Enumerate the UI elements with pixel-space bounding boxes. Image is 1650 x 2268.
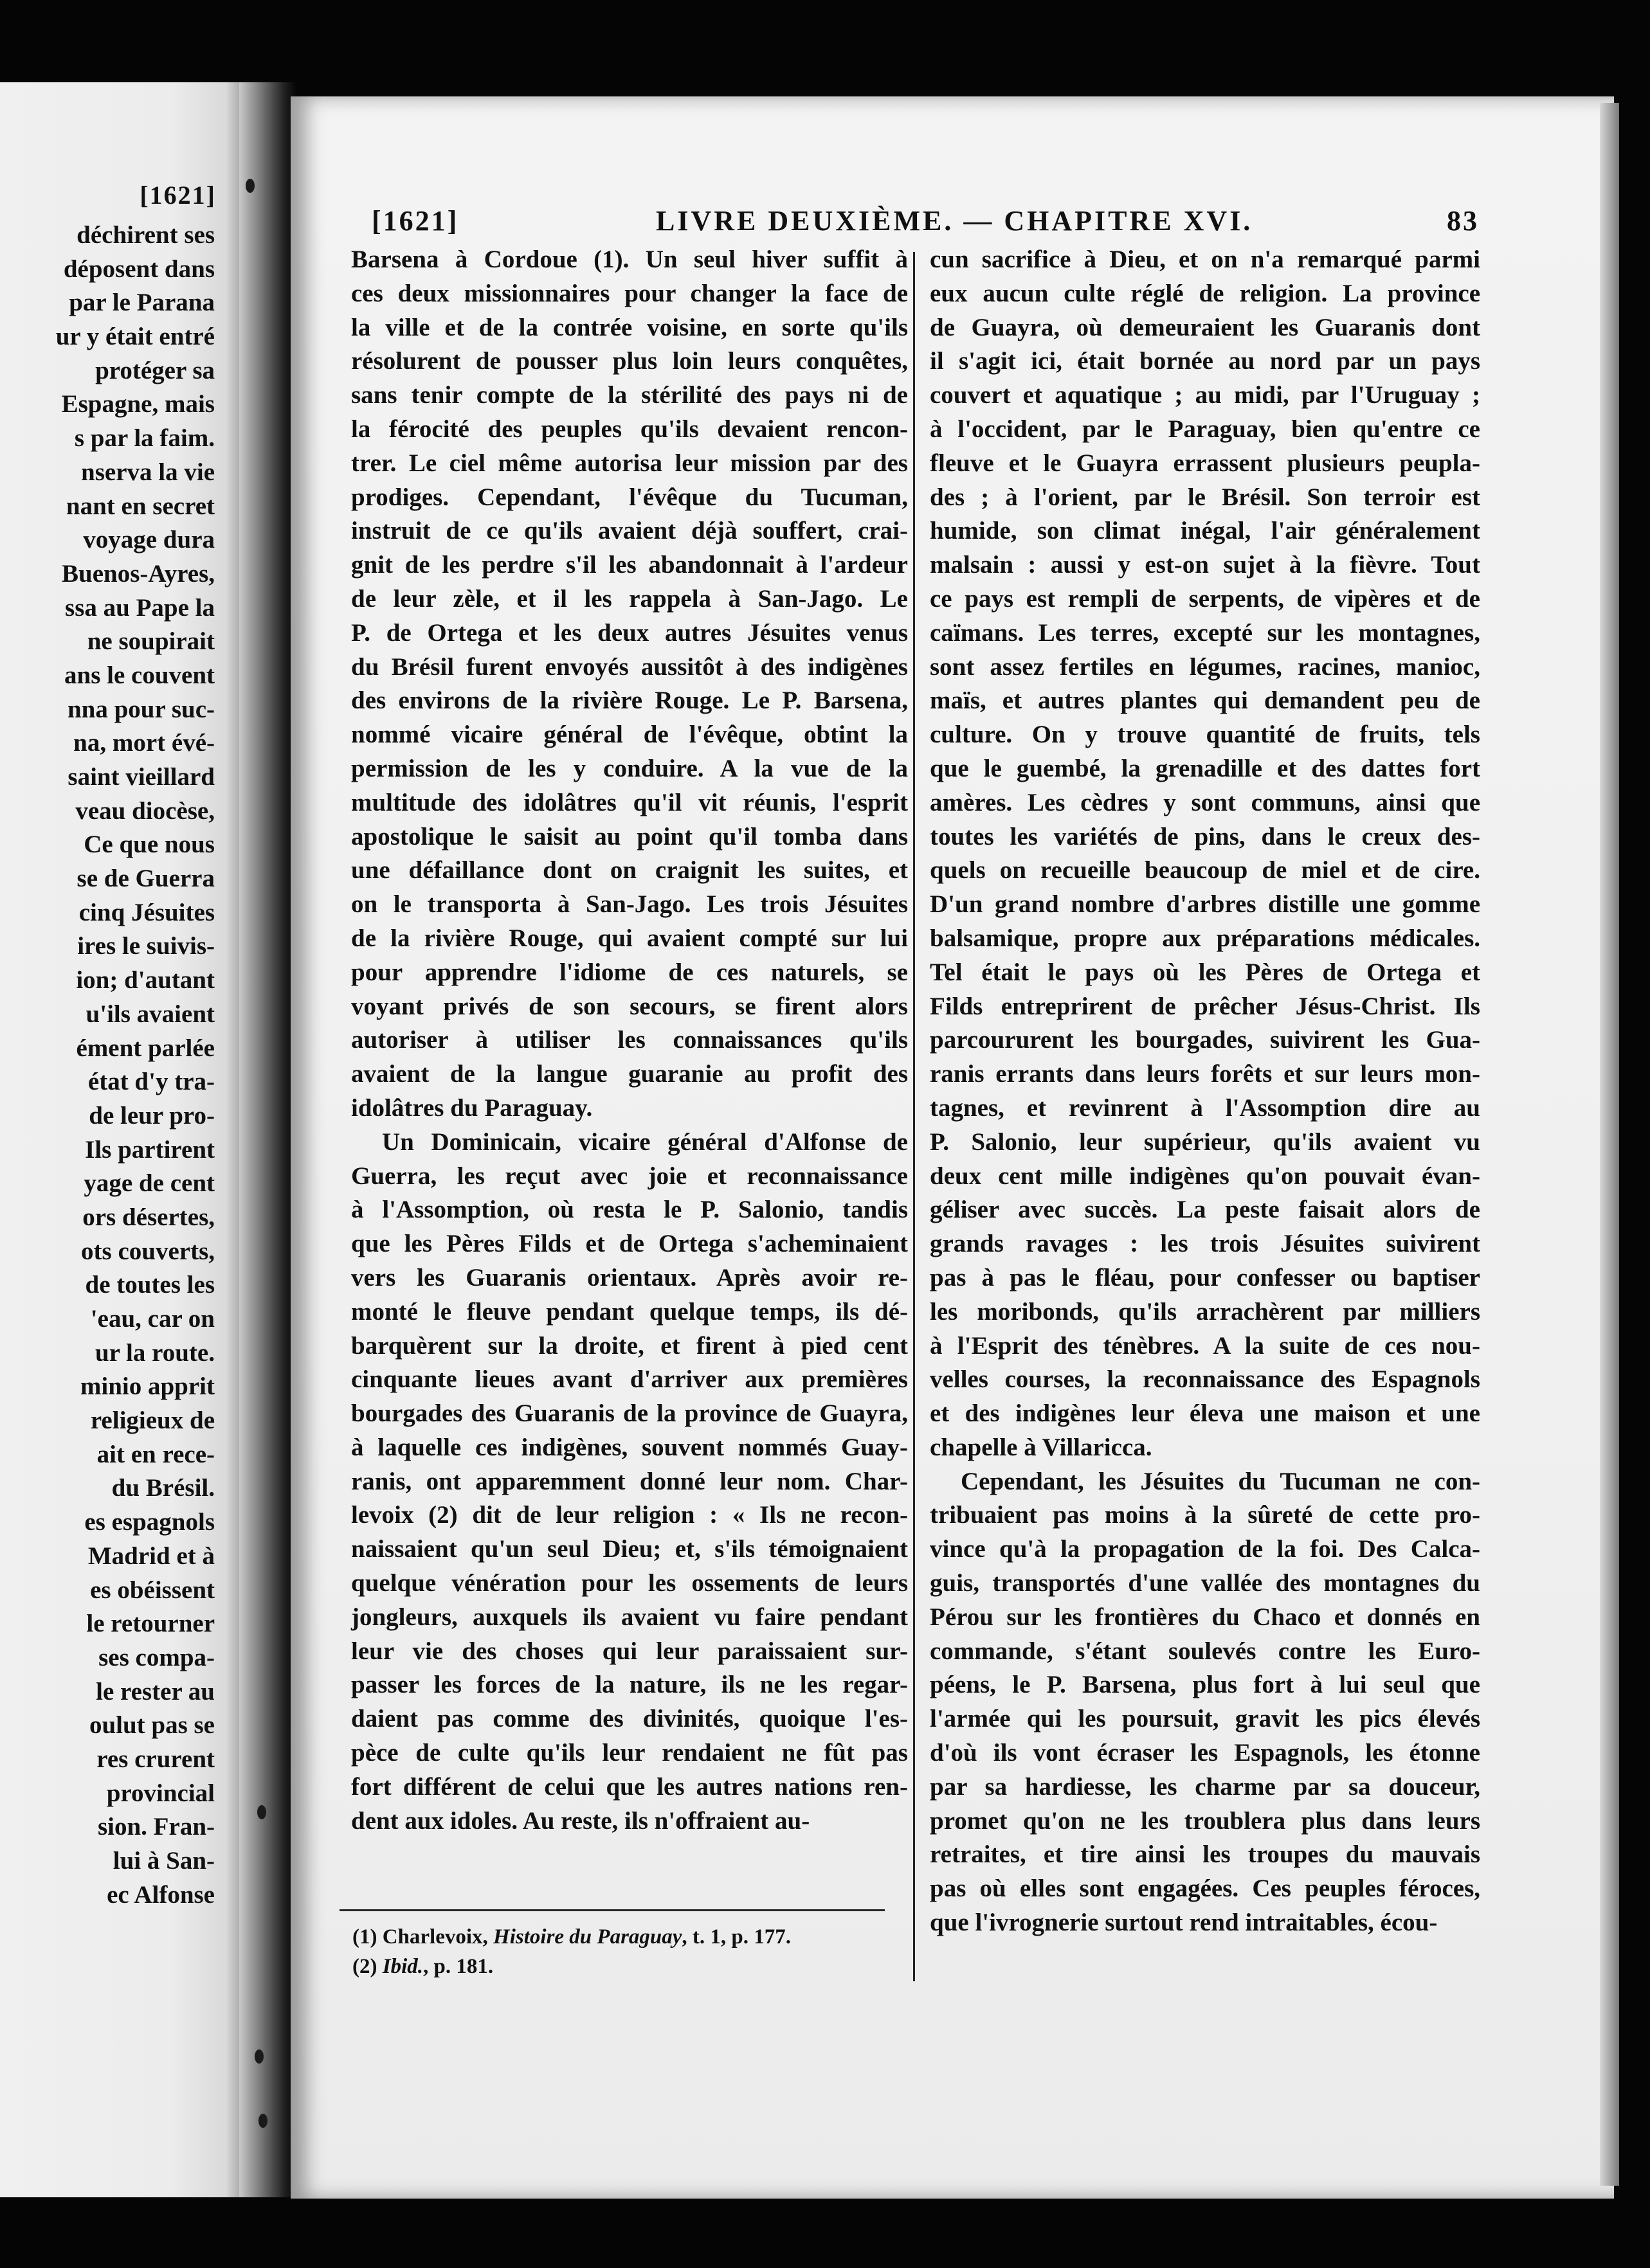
text-line: la ville et de la contrée voisine, en sorte qu'ils [351,313,908,341]
text-line: on le transporta à San-Jago. Les trois Jésuites [351,890,908,919]
text-line: retraites, et tire ainsi les troupes du mauvais [930,1841,1480,1869]
text-line: sion. Fran- [97,1813,215,1841]
text-line: couvert et aquatique ; au midi, par l'Uruguay ; [930,381,1480,410]
footnote-rule [340,1909,885,1911]
text-line: leur vie des choses qui leur paraissaient sur- [351,1637,908,1665]
text-line: les moribonds, qu'ils arrachèrent par milliers [930,1297,1480,1326]
text-line: lui à San- [113,1847,215,1875]
text-line: naissaient qu'un seul Dieu; et, s'ils témoignaient [351,1535,908,1563]
text-line: P. Salonio, leur supérieur, qu'ils avaient vu [930,1128,1480,1156]
text-line: l'armée qui les poursuit, gravit les pics élevés [930,1705,1480,1733]
text-line: Pérou sur les frontières du Chaco et donnés en [930,1603,1480,1631]
text-line: passer les forces de la nature, ils ne les regar- [351,1671,908,1699]
text-line: Un Dominicain, vicaire général d'Alfonse de [382,1128,908,1156]
text-line: Buenos-Ayres, [62,559,215,588]
text-line: le rester au [96,1677,215,1706]
text-line: ranis errants dans leurs forêts et sur leurs mon- [930,1060,1480,1088]
text-line: cinq Jésuites [78,898,215,926]
text-line: bourgades des Guaranis de la province de Guayra, [351,1400,908,1428]
text-line: amères. Les cèdres y sont communs, ainsi que [930,788,1480,816]
column-rule [913,252,915,1981]
text-line: fort différent de celui que les autres nations ren- [351,1772,908,1801]
text-line: fleuve et le Guayra errassent plusieurs peupla- [930,449,1480,477]
text-line: état d'y tra- [87,1068,215,1096]
text-line: balsamique, propre aux préparations médicales. [930,924,1480,952]
text-line: velles courses, la reconnaissance des Espagnols [930,1365,1480,1394]
text-line: sont assez fertiles en légumes, racines, manioc, [930,652,1480,681]
text-line: Ce que nous [84,831,215,859]
text-line: na, mort évé- [73,729,215,757]
text-line: ranis, ont apparemment donné leur nom. Char- [351,1467,908,1495]
text-line: de leur zèle, et il les rappela à San-Jago. Le [351,584,908,613]
text-line: ires le suivis- [77,932,215,960]
text-line: d'où ils vont écraser les Espagnols, les étonne [930,1739,1480,1767]
text-line: quels on recueille beaucoup de miel et de cire. [930,856,1480,885]
text-line: multitude des idolâtres qu'il vit réunis, l'esprit [351,788,908,816]
text-line: culture. On y trouve quantité de fruits, tels [930,721,1480,749]
text-line: parcoururent les bourgades, suivirent les Gua- [930,1026,1480,1054]
text-line: instruit de ce qu'ils avaient déjà souffert, crai- [351,517,908,545]
text-line: de leur pro- [89,1101,215,1130]
text-line: caïmans. Les terres, excepté sur les montagnes, [930,618,1480,647]
text-line: oulut pas se [89,1711,215,1740]
text-line: u'ils avaient [86,1000,215,1028]
text-line: vince qu'à la propagation de la foi. Des Calca- [930,1535,1480,1563]
text-line: Espagne, mais [61,390,215,419]
text-line: ors désertes, [82,1203,215,1231]
footnote-2: (2) Ibid., p. 181. [352,1955,494,1978]
text-line: à l'Esprit des ténèbres. A la suite de ces nou- [930,1331,1480,1360]
text-line: ces deux missionnaires pour changer la face de [351,279,908,307]
text-line: autoriser à utiliser les connaissances qu'ils [351,1026,908,1054]
text-line: dent aux idoles. Au reste, ils n'offraient au- [351,1806,810,1835]
text-line: tagnes, et revinrent à l'Assomption dire au [930,1094,1480,1122]
text-line: veau diocèse, [75,797,215,825]
text-line: ses compa- [98,1643,215,1671]
text-line: des ; à l'orient, par le Brésil. Son terroir est [930,483,1480,511]
text-line: commande, s'étant soulevés contre les Euro- [930,1637,1480,1665]
text-line: barquèrent sur la droite, et firent à pied cent [351,1331,908,1360]
text-line: voyant privés de son secours, se firent alors [351,992,908,1020]
text-line: minio apprit [80,1372,215,1401]
text-line: vers les Guaranis orientaux. Après avoir re- [351,1263,908,1292]
text-line: saint vieillard [68,763,215,791]
text-line: Tel était le pays où les Pères de Ortega et [930,958,1480,986]
text-line: Guerra, les reçut avec joie et reconnaissance [351,1162,908,1190]
text-line: pour apprendre l'idiome de ces naturels, se [351,958,908,986]
text-line: provincial [106,1779,215,1807]
left-page-header: [1621] [140,181,216,210]
text-line: jongleurs, auxquels ils avaient vu faire pendant [351,1603,908,1631]
footnote-1: (1) Charlevoix, Histoire du Paraguay, t. 1, p. 177. [352,1925,791,1949]
text-line: P. de Ortega et les deux autres Jésuites venus [351,618,908,647]
text-line: Barsena à Cordoue (1). Un seul hiver suffit à [351,246,908,273]
text-line: à laquelle ces indigènes, souvent nommés Guay- [351,1433,908,1461]
text-line: tribuaient pas moins à la sûreté de cette pro- [930,1501,1480,1529]
text-line: Cependant, les Jésuites du Tucuman ne con- [961,1467,1480,1495]
text-line: ec Alfonse [107,1880,215,1909]
text-line: résolurent de pousser plus loin leurs conquêtes, [351,347,908,375]
text-line: es obéissent [90,1576,215,1604]
text-line: nna pour suc- [67,695,215,723]
text-line: Ils partirent [85,1135,215,1164]
text-line: deux cent mille indigènes qu'on pouvait évan- [930,1162,1480,1190]
text-line: se de Guerra [77,865,215,893]
header-title: LIVRE DEUXIÈME. — CHAPITRE XVI. [656,205,1253,237]
running-header [372,204,1479,240]
text-line: guis, transportés d'une vallée des montagnes du [930,1569,1480,1598]
text-line: toutes les variétés de pins, dans le creux des- [930,822,1480,851]
text-line: es espagnols [84,1508,215,1536]
text-line: sans tenir compte de la stérilité des pays ni de [351,381,908,410]
text-line: promet qu'on ne les troublera plus dans leurs [930,1806,1480,1835]
text-line: monté le fleuve pendant quelque temps, ils dé- [351,1297,908,1326]
header-year: [1621] [372,205,459,237]
text-line: religieux de [90,1407,215,1435]
text-line: 'eau, car on [90,1305,215,1333]
text-line: du Brésil furent envoyés aussitôt à des indigènes [351,652,908,681]
text-line: daient pas comme des divinités, quoique l'es- [351,1705,908,1733]
text-line: cun sacrifice à Dieu, et on n'a remarqué parmi [930,246,1480,273]
text-line: trer. Le ciel même autorisa leur mission par des [351,449,908,477]
text-line: res crurent [96,1745,215,1773]
text-line: pas à pas le fléau, pour confesser ou baptiser [930,1263,1480,1292]
text-line: ne soupirait [87,627,215,656]
text-line: la férocité des peuples qu'ils devaient rencon- [351,415,908,443]
text-line: nant en secret [66,492,215,520]
text-line: gnit de les perdre s'il les abandonnait à l'ardeur [351,551,908,579]
left-page [0,82,246,2197]
text-line: protéger sa [95,356,215,384]
text-line: ots couverts, [81,1237,215,1265]
text-line: maïs, et autres plantes qui demandent peu de [930,687,1480,715]
text-line: permission de les y conduire. A la vue de la [351,754,908,782]
text-line: quelque vénération pour les ossements de leurs [351,1569,908,1598]
text-line: il s'agit ici, était bornée au nord par un pays [930,347,1480,375]
text-line: géliser avec succès. La peste faisait alors de [930,1196,1480,1224]
text-line: du Brésil. [111,1474,215,1502]
text-line: ément parlée [76,1034,215,1062]
text-line: yage de cent [84,1169,215,1198]
text-line: D'un grand nombre d'arbres distille une gomme [930,890,1480,919]
left-page-text [3,219,215,1912]
text-line: humide, son climat inégal, l'air généralement [930,517,1480,545]
page-edge [1600,103,1619,2186]
text-line: péens, le P. Barsena, plus fort à lui seul que [930,1671,1480,1699]
text-line: et des indigènes leur éleva une maison et une [930,1400,1480,1428]
text-line: s par la faim. [74,424,215,453]
text-line: chapelle à Villaricca. [930,1433,1152,1461]
text-line: une défaillance dont on craignit les suites, et [351,856,908,885]
text-line: Madrid et à [87,1542,215,1570]
book-gutter [239,82,296,2197]
text-column-right [930,243,1480,1940]
text-line: par le Parana [69,289,215,317]
text-line: levoix (2) dit de leur religion : « Ils ne recon- [351,1501,908,1529]
text-line: voyage dura [83,526,215,554]
text-line: que les Pères Filds et de Ortega s'acheminaient [351,1230,908,1258]
text-line: apostolique le saisit au point qu'il tomba dans [351,822,908,851]
text-line: grands ravages : les trois Jésuites suivirent [930,1230,1480,1258]
text-line: par sa hardiesse, les charme par sa douceur, [930,1772,1480,1801]
footnotes [352,1922,880,1981]
text-line: ssa au Pape la [65,593,215,622]
text-line: ion; d'autant [76,966,215,995]
text-line: pas où elles sont engagées. Ces peuples féroces, [930,1875,1480,1903]
page-number: 83 [1447,205,1479,237]
text-line: ans le couvent [64,661,215,689]
text-line: pèce de culte qu'ils leur rendaient ne fût pas [351,1739,908,1767]
text-line: de toutes les [85,1271,215,1299]
text-line: ait en rece- [96,1440,215,1468]
text-line: malsain : aussi y est-on sujet à la fièvre. Tout [930,551,1480,579]
text-column-left [351,243,908,1838]
text-line: cinquante lieues avant d'arriver aux premières [351,1365,908,1394]
text-line: de Guayra, où demeuraient les Guaranis dont [930,313,1480,341]
text-line: à l'occident, par le Paraguay, bien qu'entre ce [930,415,1480,443]
text-line: déchirent ses [77,221,215,249]
text-line: ur y était entré [55,323,215,351]
text-line: que le guembé, la grenadille et des dattes fort [930,754,1480,782]
text-line: eux aucun culte réglé de religion. La province [930,279,1480,307]
text-line: le retourner [86,1610,215,1638]
text-line: prodiges. Cependant, l'évêque du Tucuman, [351,483,908,511]
text-line: Filds entreprirent de prêcher Jésus-Christ. Ils [930,992,1480,1020]
text-line: ur la route. [95,1338,215,1367]
text-line: nserva la vie [81,458,215,486]
text-line: déposent dans [63,255,215,283]
text-line: idolâtres du Paraguay. [351,1094,593,1122]
text-line: des environs de la rivière Rouge. Le P. Barsena, [351,687,908,715]
text-line: de la rivière Rouge, qui avaient compté sur lui [351,924,908,952]
text-line: que l'ivrognerie surtout rend intraitables, écou- [930,1909,1438,1937]
text-line: avaient de la langue guaranie au profit des [351,1060,908,1088]
text-line: ce pays est rempli de serpents, de vipères et de [930,584,1480,613]
text-line: nommé vicaire général de l'évêque, obtint la [351,721,908,749]
text-line: à l'Assomption, où resta le P. Salonio, tandis [351,1196,908,1224]
